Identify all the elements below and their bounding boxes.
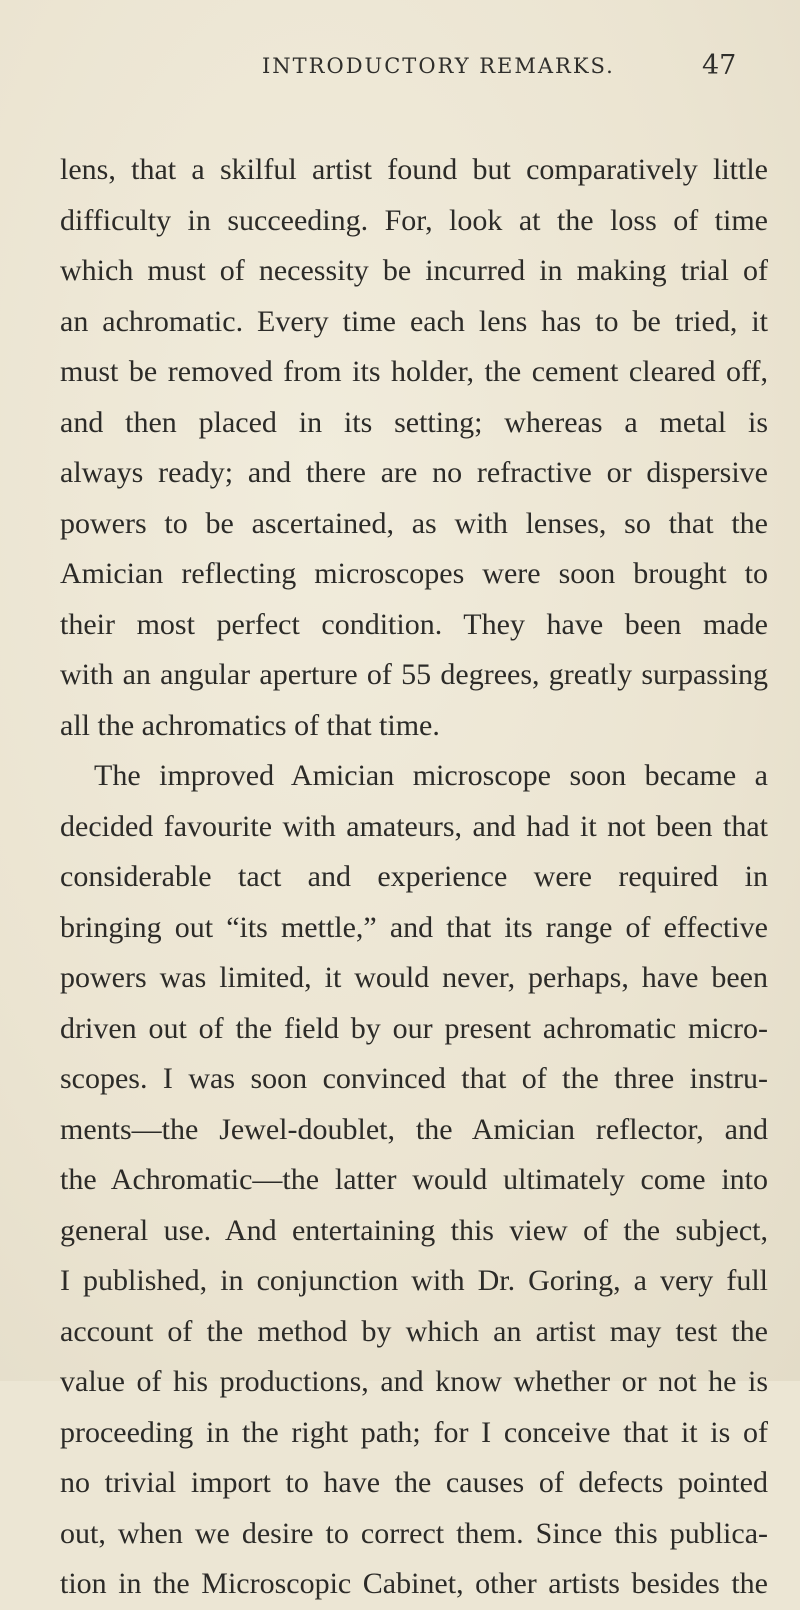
text-line: ments—the Jewel-doublet, the Amician reflector, and <box>60 1112 768 1146</box>
text-line: considerable tact and experience were required in <box>60 860 768 893</box>
text-line: scopes. I was soon convinced that of the three instru- <box>60 1062 768 1095</box>
text-line: decided favourite with amateurs, and had it not been that <box>60 809 768 843</box>
text-line: and then placed in its setting; whereas a metal is <box>60 405 768 439</box>
page-header <box>0 50 800 86</box>
text-line: bringing out “its mettle,” and that its range of effective <box>60 910 768 944</box>
paragraph-start-line: The improved Amician microscope soon became a <box>94 759 768 792</box>
text-line: with an angular aperture of 55 degrees, greatly surpassing <box>60 658 768 691</box>
text-line: must be removed from its holder, the cement cleared off, <box>60 355 768 388</box>
text-line: Amician reflecting microscopes were soon brought to <box>60 557 768 590</box>
text-line: I published, in conjunction with Dr. Goring, a very full <box>60 1264 768 1297</box>
text-line: out, when we desire to correct them. Since this publica- <box>60 1516 768 1550</box>
text-line: an achromatic. Every time each lens has to be tried, it <box>60 304 768 338</box>
text-line: driven out of the field by our present achromatic micro- <box>60 1011 768 1045</box>
text-line: general use. And entertaining this view of the subject, <box>60 1213 768 1247</box>
running-head: INTRODUCTORY REMARKS. <box>262 54 615 78</box>
text-line: value of his productions, and know whether or not he is <box>60 1365 768 1398</box>
text-line: powers to be ascertained, as with lenses, so that the <box>60 506 768 540</box>
text-line: always ready; and there are no refractive or dispersive <box>60 456 768 489</box>
text-line: lens, that a skilful artist found but comparatively little <box>60 153 768 186</box>
text-line: no trivial import to have the causes of defects pointed <box>60 1466 768 1499</box>
text-line: which must of necessity be incurred in making trial of <box>60 254 768 287</box>
text-line: proceeding in the right path; for I conceive that it is of <box>60 1415 768 1449</box>
page-number: 47 <box>702 50 737 81</box>
text-line: difficulty in succeeding. For, look at the loss of time <box>60 203 768 237</box>
text-line: powers was limited, it would never, perhaps, have been <box>60 961 768 994</box>
body-text <box>60 145 768 1610</box>
text-line: account of the method by which an artist may test the <box>60 1314 768 1348</box>
text-line: all the achromatics of that time. <box>60 708 440 742</box>
text-line: their most perfect condition. They have been made <box>60 607 768 641</box>
text-line: the Achromatic—the latter would ultimately come into <box>60 1163 768 1196</box>
text-line: tion in the Microscopic Cabinet, other artists besides the <box>60 1567 768 1600</box>
